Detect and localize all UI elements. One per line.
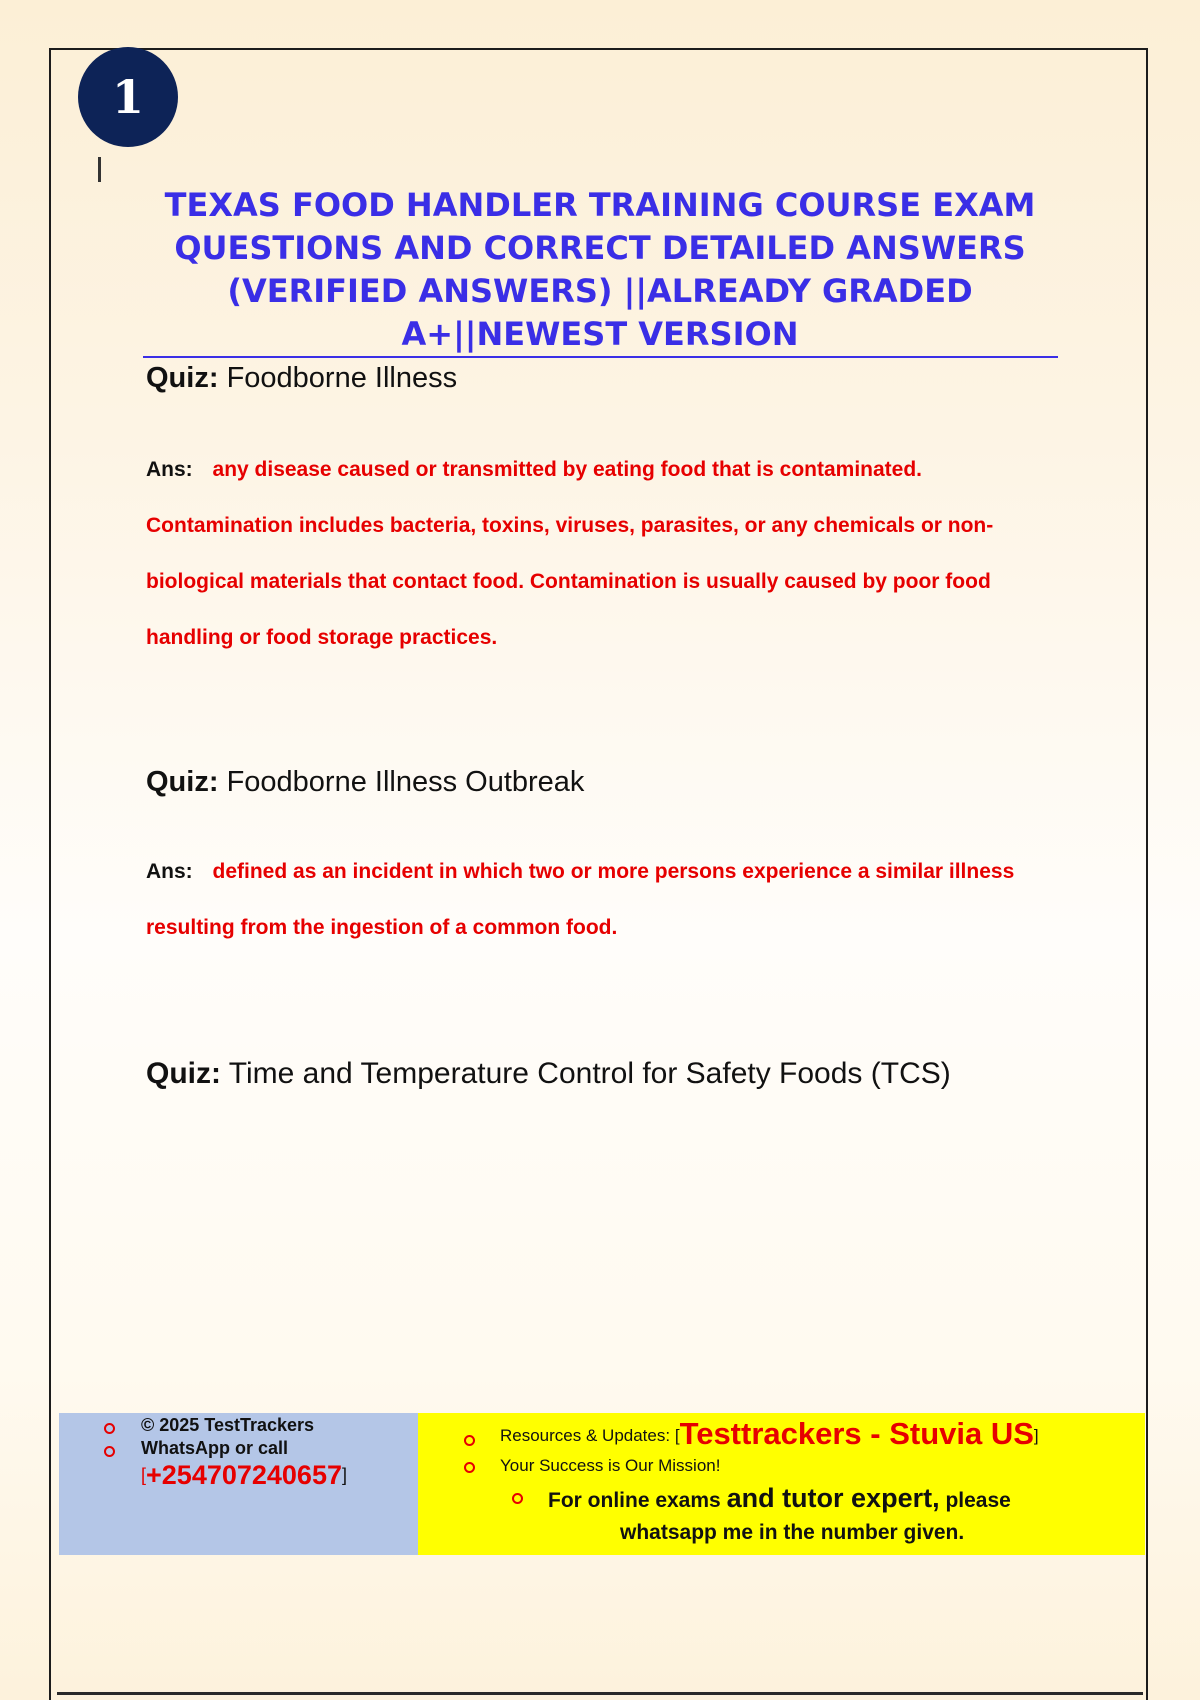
resources-line [500, 1416, 1039, 1452]
bracket: ] [341, 1465, 347, 1485]
phone-number[interactable]: +254707240657 [146, 1460, 342, 1490]
answer-label: Ans: [146, 860, 193, 883]
online-text-2: and tutor expert, [726, 1483, 940, 1513]
quiz-answer-2 [146, 844, 1066, 956]
circle-bullet-icon [104, 1423, 115, 1434]
resources-label: Resources & Updates: [500, 1426, 671, 1445]
online-text-1: For online exams [548, 1489, 721, 1512]
online-exams-line-2: whatsapp me in the number given. [620, 1521, 965, 1544]
bottom-rule [57, 1692, 1143, 1695]
whatsapp-label: WhatsApp or call [141, 1438, 289, 1458]
bracket: [ [674, 1426, 680, 1445]
quiz-label: Quiz: [146, 766, 219, 798]
quiz-label: Quiz: [146, 362, 219, 394]
online-text-3: please [945, 1489, 1011, 1512]
answer-text: any disease caused or transmitted by eating food that is contaminated. Contamination includes bacteria, toxins, viruses, parasites, or any chemicals or non-biological materials that contact food. Contamination is usually caused by poor food handling or food storage practices. [146, 458, 994, 649]
copyright-text: © 2025 TestTrackers [141, 1415, 315, 1435]
quiz-question-text: Foodborne Illness [226, 362, 458, 394]
online-exams-line [548, 1483, 1011, 1514]
circle-bullet-icon [464, 1435, 475, 1446]
mission-text: Your Success is Our Mission! [500, 1456, 721, 1475]
quiz-label: Quiz: [146, 1057, 221, 1090]
circle-bullet-icon [512, 1493, 523, 1504]
phone-line [141, 1460, 347, 1491]
footer-resources-box [418, 1413, 1145, 1555]
answer-label: Ans: [146, 458, 193, 481]
quiz-question-1 [146, 362, 457, 395]
document-title: TEXAS FOOD HANDLER TRAINING COURSE EXAM QUESTIONS AND CORRECT DETAILED ANSWERS (VERIFIED ANSWERS) ||ALREADY GRADED A+||NEWEST VERSION [164, 186, 1036, 353]
text-cursor [98, 157, 101, 182]
quiz-question-2 [146, 766, 584, 799]
page-number-badge: 1 [78, 47, 178, 147]
bracket: [ [141, 1465, 147, 1485]
quiz-question-text: Time and Temperature Control for Safety Foods (TCS) [228, 1057, 951, 1090]
title-underline [143, 356, 1058, 358]
footer-contact-box [59, 1413, 418, 1555]
answer-text: defined as an incident in which two or more persons experience a similar illness resulting from the ingestion of a common food. [146, 860, 1015, 939]
resources-link[interactable]: Testtrackers - Stuvia US [679, 1416, 1034, 1451]
circle-bullet-icon [104, 1446, 115, 1457]
circle-bullet-icon [464, 1462, 475, 1473]
quiz-question-3 [146, 1057, 951, 1091]
quiz-answer-1 [146, 442, 1066, 666]
quiz-question-text: Foodborne Illness Outbreak [226, 766, 585, 798]
bracket: ] [1033, 1426, 1039, 1445]
